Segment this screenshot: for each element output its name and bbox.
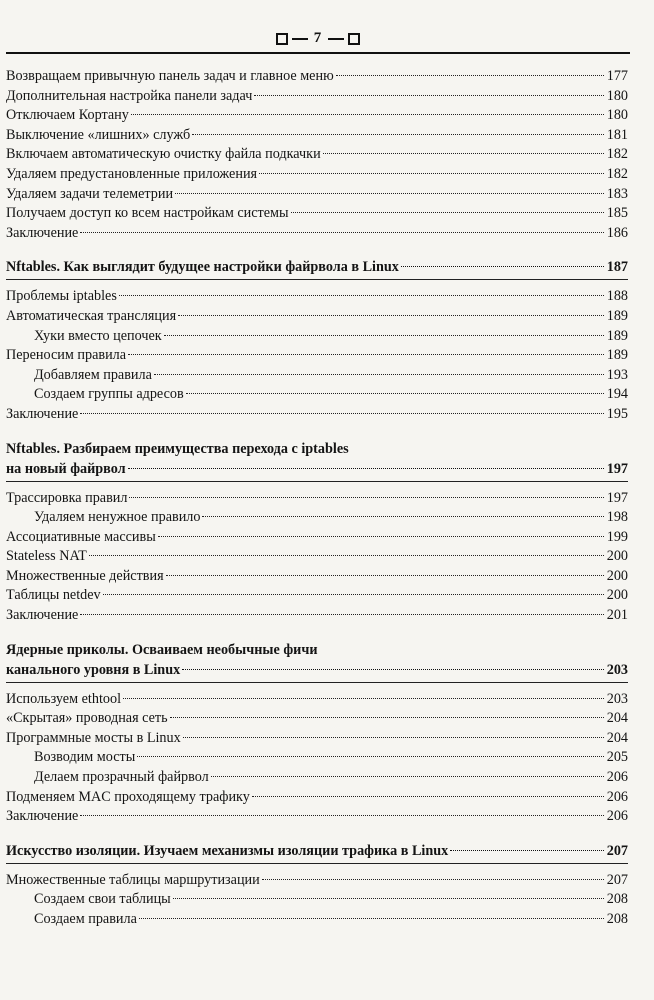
toc-entry-title: Выключение «лишних» служб <box>6 126 191 143</box>
toc-entry-page: 206 <box>606 788 628 805</box>
toc-entry-page: 189 <box>606 347 628 364</box>
toc-entry <box>6 508 628 528</box>
toc-entry-title: Проблемы iptables <box>6 288 117 305</box>
toc-entry-page: 197 <box>606 489 628 506</box>
right-square-ornament <box>348 33 360 45</box>
dot-leader <box>254 94 604 96</box>
toc-entry-page: 198 <box>606 509 628 526</box>
toc-entry-title: Создаем правила <box>34 911 137 927</box>
toc-entry-title: Возводим мосты <box>34 749 136 766</box>
toc-entry-page: 200 <box>606 587 628 604</box>
toc-entry <box>6 586 628 606</box>
toc-entry-page: 186 <box>606 224 628 241</box>
dot-leader <box>259 172 604 174</box>
toc-entry-page: 200 <box>606 567 628 584</box>
toc-entry-page: 204 <box>606 729 628 746</box>
dot-leader <box>186 392 604 394</box>
toc-entry-title: Создаем группы адресов <box>34 386 184 403</box>
toc-entry <box>6 405 628 425</box>
dot-leader <box>80 814 604 816</box>
dot-leader <box>119 294 604 296</box>
chapter-heading <box>6 841 628 861</box>
chapter-heading <box>6 439 628 479</box>
toc-entry <box>6 910 628 930</box>
toc-entry-title: Заключение <box>6 224 79 241</box>
toc-entry-title: Делаем прозрачный файрвол <box>34 769 209 786</box>
chapter-title: на новый файрвол <box>6 460 126 477</box>
toc-entry-title: Заключение <box>6 405 79 422</box>
toc-entry <box>6 709 628 729</box>
dot-leader <box>129 496 604 498</box>
toc-entry-title: Подменяем MAC проходящему трафику <box>6 788 250 805</box>
page-number: 7 <box>313 30 323 46</box>
toc-entry-page: 185 <box>606 205 628 222</box>
toc-entry <box>6 547 628 567</box>
toc-entry-page: 182 <box>606 165 628 182</box>
toc-entry-title: Удаляем предустановленные приложения <box>6 165 258 182</box>
toc-entry <box>6 165 628 185</box>
dot-leader <box>211 775 604 777</box>
toc-entry-title: Включаем автоматическую очистку файла подкачки <box>6 146 321 163</box>
toc-entry <box>6 204 628 224</box>
chapter-title: канального уровня в Linux <box>6 661 181 678</box>
dot-leader <box>192 133 604 135</box>
toc-entry-title: Используем ethtool <box>6 690 122 707</box>
dot-leader <box>202 515 604 517</box>
toc-entry-title: Stateless NAT <box>6 548 87 565</box>
toc-entry-page: 181 <box>606 126 628 143</box>
toc-entry-page: 206 <box>606 769 628 786</box>
dot-leader <box>128 467 604 469</box>
dot-leader <box>139 917 604 919</box>
toc-entry-page: 189 <box>606 307 628 324</box>
toc-entry-title: Хуки вместо цепочек <box>34 327 162 344</box>
page-number-mark <box>6 30 630 47</box>
dot-leader <box>164 334 604 336</box>
toc-entry-title: Множественные действия <box>6 567 164 584</box>
toc-entry <box>6 185 628 205</box>
chapter-title-line1: Ядерные приколы. Осваиваем необычные фичи <box>6 641 318 658</box>
dot-leader <box>291 211 604 213</box>
dot-leader <box>252 795 604 797</box>
chapter-title: Искусство изоляции. Изучаем механизмы изоляции трафика в Linux <box>6 842 449 859</box>
toc-entry-page: 208 <box>606 911 628 927</box>
toc-entry-page: 183 <box>606 185 628 202</box>
toc-entry-page: 177 <box>606 68 628 84</box>
toc-entry <box>6 567 628 587</box>
toc-entry <box>6 287 628 307</box>
toc-entry-page: 182 <box>606 146 628 163</box>
toc-entry-title: «Скрытая» проводная сеть <box>6 710 168 727</box>
chapter-heading <box>6 257 628 277</box>
toc-entry-page: 195 <box>606 405 628 422</box>
toc-entry-title: Удаляем задачи телеметрии <box>6 185 174 202</box>
dot-leader <box>123 697 604 699</box>
toc-entry-page: 204 <box>606 710 628 727</box>
toc-entry-title: Множественные таблицы маршрутизации <box>6 871 260 888</box>
dot-leader <box>183 736 604 738</box>
toc-entry-page: 188 <box>606 288 628 305</box>
dot-leader <box>158 535 604 537</box>
dot-leader <box>137 755 604 757</box>
toc-entry <box>6 788 628 808</box>
toc-entry <box>6 67 628 87</box>
toc-entry <box>6 346 628 366</box>
toc-entry-page: 206 <box>606 808 628 825</box>
dot-leader <box>80 613 604 615</box>
dot-leader <box>401 265 604 267</box>
toc-entry-title: Автоматическая трансляция <box>6 307 177 324</box>
dot-leader <box>89 554 604 556</box>
toc-entry <box>6 327 628 347</box>
dot-leader <box>262 878 604 880</box>
toc-entry <box>6 106 628 126</box>
toc-entry-title: Таблицы netdev <box>6 587 101 604</box>
dot-leader <box>128 353 604 355</box>
toc-entry <box>6 145 628 165</box>
toc-entry-page: 189 <box>606 327 628 344</box>
toc-entry <box>6 385 628 405</box>
chapter-title-line1: Nftables. Разбираем преимущества перехода с iptables <box>6 440 349 457</box>
dot-leader <box>450 849 604 851</box>
chapter-page: 207 <box>606 842 628 859</box>
toc-entry-page: 201 <box>606 607 628 624</box>
toc-entry-title: Добавляем правила <box>34 366 152 383</box>
chapter-page: 187 <box>606 259 628 276</box>
toc-entry-title: Отключаем Кортану <box>6 107 129 124</box>
toc-entry-page: 194 <box>606 386 628 403</box>
dot-leader <box>170 716 604 718</box>
toc-entry <box>6 366 628 386</box>
toc-entry <box>6 606 628 626</box>
chapter-heading <box>6 640 628 680</box>
dot-leader <box>175 192 604 194</box>
toc-entry <box>6 528 628 548</box>
dot-leader <box>178 314 604 316</box>
toc-entry-page: 200 <box>606 548 628 565</box>
toc-entry-title: Получаем доступ ко всем настройкам системы <box>6 205 289 222</box>
toc-entry-title: Удаляем ненужное правило <box>34 509 201 526</box>
toc-entry-title: Ассоциативные массивы <box>6 528 156 545</box>
chapter-page: 197 <box>606 460 628 477</box>
toc-entry-page: 207 <box>606 871 628 888</box>
toc-entry <box>6 224 628 244</box>
dot-leader <box>323 152 604 154</box>
table-of-contents <box>6 67 628 930</box>
toc-entry-title: Заключение <box>6 607 79 624</box>
toc-entry-page: 203 <box>606 690 628 707</box>
dot-leader <box>131 113 604 115</box>
dot-leader <box>80 231 604 233</box>
toc-entry <box>6 748 628 768</box>
chapter-page: 203 <box>606 661 628 678</box>
toc-entry-title: Создаем свои таблицы <box>34 891 171 908</box>
dot-leader <box>336 74 604 76</box>
dot-leader <box>182 668 604 670</box>
chapter-rule <box>6 279 628 280</box>
toc-entry-title: Переносим правила <box>6 347 127 364</box>
toc-entry <box>6 890 628 910</box>
toc-entry-page: 180 <box>606 107 628 124</box>
dot-leader <box>103 593 604 595</box>
chapter-rule <box>6 682 628 683</box>
page-header <box>6 26 630 56</box>
toc-entry <box>6 807 628 827</box>
dot-leader <box>154 373 604 375</box>
toc-entry-page: 180 <box>606 87 628 104</box>
toc-entry <box>6 768 628 788</box>
toc-entry-page: 208 <box>606 891 628 908</box>
toc-entry <box>6 126 628 146</box>
toc-entry-page: 199 <box>606 528 628 545</box>
dot-leader <box>166 574 604 576</box>
chapter-title: Nftables. Как выглядит будущее настройки файрвола в Linux <box>6 259 399 276</box>
left-square-ornament <box>276 33 288 45</box>
toc-entry-title: Заключение <box>6 808 79 825</box>
toc-entry <box>6 729 628 749</box>
toc-entry <box>6 690 628 710</box>
toc-entry-title: Возвращаем привычную панель задач и главное меню <box>6 68 334 84</box>
header-rule <box>6 52 630 54</box>
toc-entry-title: Программные мосты в Linux <box>6 729 181 746</box>
dot-leader <box>173 897 604 899</box>
toc-entry-title: Трассировка правил <box>6 489 128 506</box>
chapter-rule <box>6 863 628 864</box>
toc-entry-page: 193 <box>606 366 628 383</box>
chapter-rule <box>6 481 628 482</box>
toc-entry <box>6 871 628 891</box>
toc-entry-page: 205 <box>606 749 628 766</box>
toc-entry <box>6 489 628 509</box>
toc-entry <box>6 87 628 107</box>
toc-entry-title: Дополнительная настройка панели задач <box>6 87 253 104</box>
toc-entry <box>6 307 628 327</box>
dot-leader <box>80 412 604 414</box>
